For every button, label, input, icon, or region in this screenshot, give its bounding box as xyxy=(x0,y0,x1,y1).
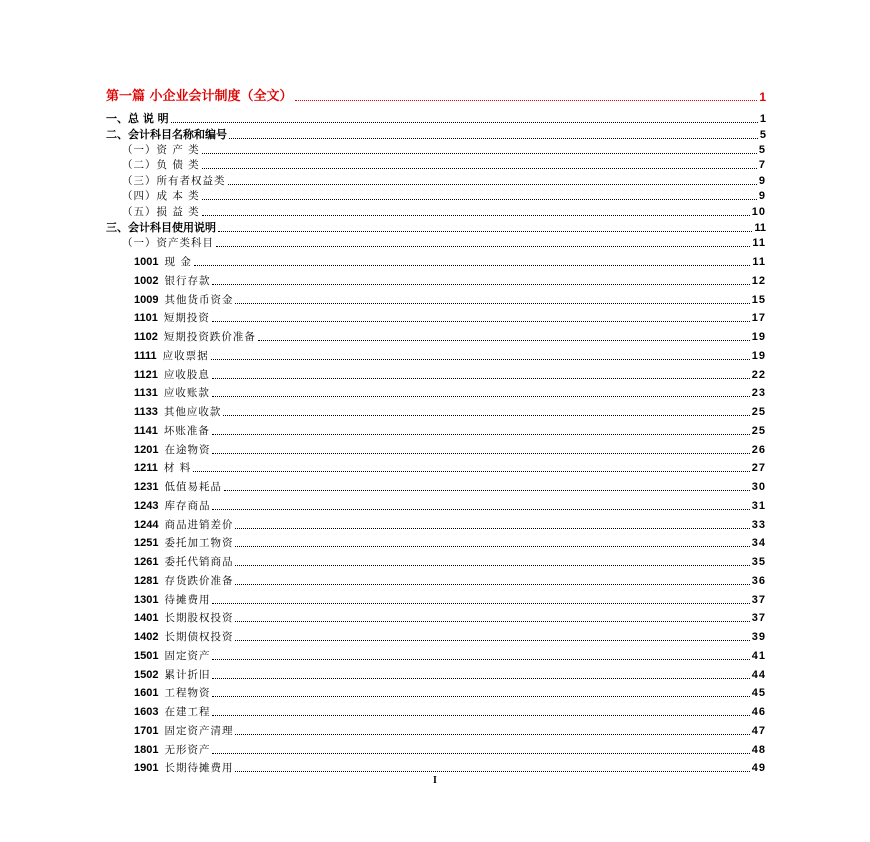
dot-leader xyxy=(212,715,749,716)
page-number: I xyxy=(433,775,437,786)
dot-leader xyxy=(211,359,750,360)
toc-account-row[interactable] xyxy=(0,572,870,588)
account-page: 23 xyxy=(751,387,766,400)
account-code: 1401 xyxy=(134,612,159,625)
account-code: 1801 xyxy=(134,743,159,756)
account-page: 22 xyxy=(751,368,766,381)
account-page: 44 xyxy=(751,668,766,681)
toc-account-row[interactable] xyxy=(0,272,870,288)
toc-subsection-page: 5 xyxy=(758,144,766,156)
dot-leader xyxy=(235,621,749,622)
account-page: 46 xyxy=(751,706,766,718)
toc-account-row[interactable] xyxy=(0,384,870,400)
toc-subsection-row[interactable] xyxy=(0,203,870,219)
account-code: 1243 xyxy=(134,499,159,512)
account-name: 累计折旧 xyxy=(164,668,211,681)
toc-account-label xyxy=(134,761,233,775)
toc-account-label xyxy=(134,255,192,269)
toc-account-label xyxy=(134,386,210,400)
dot-leader xyxy=(235,640,749,641)
account-name: 固定资产 xyxy=(164,649,211,662)
toc-subsection-row[interactable] xyxy=(0,187,870,203)
toc-account-label xyxy=(134,630,233,644)
toc-account-label xyxy=(134,499,210,513)
dot-leader xyxy=(228,184,757,185)
toc-account-label xyxy=(134,349,209,363)
dot-leader xyxy=(235,734,749,735)
account-name: 其他应收款 xyxy=(163,406,222,418)
account-name: 坏账准备 xyxy=(163,424,210,437)
account-code: 1603 xyxy=(134,706,159,718)
account-page: 34 xyxy=(751,537,766,550)
toc-account-row[interactable] xyxy=(0,759,870,775)
toc-account-row[interactable] xyxy=(0,441,870,457)
toc-account-row[interactable] xyxy=(0,609,870,625)
toc-account-label xyxy=(134,649,210,663)
toc-account-row[interactable] xyxy=(0,741,870,757)
account-code: 1281 xyxy=(134,574,159,587)
toc-account-label xyxy=(134,443,210,457)
toc-account-row[interactable] xyxy=(0,703,870,719)
account-page: 30 xyxy=(751,481,766,493)
dot-leader xyxy=(235,546,749,547)
account-page: 19 xyxy=(751,349,766,362)
toc-section-label: 一、总 说 明 xyxy=(106,112,169,125)
account-name: 应收股息 xyxy=(163,368,210,381)
account-name: 无形资产 xyxy=(164,743,211,756)
toc-account-label xyxy=(134,368,210,382)
account-name: 委托代销商品 xyxy=(164,556,234,568)
account-name: 现 金 xyxy=(164,256,192,268)
account-code: 1701 xyxy=(134,724,159,737)
toc-account-label xyxy=(134,668,210,682)
toc-subsection-row[interactable] xyxy=(0,172,870,188)
dot-leader xyxy=(212,678,749,679)
account-page: 15 xyxy=(751,293,766,306)
toc-subsection-label: （四）成 本 类 xyxy=(122,190,200,202)
account-page: 12 xyxy=(751,274,766,287)
toc-section-row[interactable] xyxy=(0,219,870,235)
dot-leader xyxy=(212,321,750,322)
account-code: 1101 xyxy=(134,312,158,325)
toc-account-label xyxy=(134,574,233,588)
toc-account-row[interactable] xyxy=(0,347,870,363)
toc-account-row[interactable] xyxy=(0,647,870,663)
dot-leader xyxy=(218,231,752,232)
dot-leader xyxy=(202,199,757,200)
toc-section-page: 5 xyxy=(759,129,766,141)
toc-subsection-label: （三）所有者权益类 xyxy=(122,175,226,187)
toc-subsection-page: 7 xyxy=(758,159,766,171)
dot-leader xyxy=(235,584,749,585)
toc-account-label xyxy=(134,480,222,494)
account-name: 存货跌价准备 xyxy=(164,574,234,587)
toc-section-row[interactable] xyxy=(0,110,870,126)
toc-section-label: 三、会计科目使用说明 xyxy=(106,221,216,234)
toc-account-label xyxy=(134,405,221,419)
toc-account-label xyxy=(134,536,233,550)
toc-account-row[interactable] xyxy=(0,422,870,438)
toc-section-page: 11 xyxy=(754,222,766,234)
toc-title-label: 第一篇 小企业会计制度（全文） xyxy=(106,89,293,104)
toc-account-row[interactable] xyxy=(0,534,870,550)
account-code: 1261 xyxy=(134,556,159,568)
account-name: 长期待摊费用 xyxy=(164,762,234,775)
dot-leader xyxy=(212,659,749,660)
account-name: 工程物资 xyxy=(164,687,211,700)
account-code: 1501 xyxy=(134,649,159,662)
dot-leader xyxy=(229,138,758,139)
toc-subsection-row[interactable] xyxy=(0,141,870,157)
account-code: 1301 xyxy=(134,593,159,606)
toc-account-row[interactable] xyxy=(0,459,870,475)
toc-account-label xyxy=(134,593,210,607)
dot-leader xyxy=(212,378,750,379)
account-code: 1001 xyxy=(134,256,159,268)
account-code: 1131 xyxy=(134,387,158,400)
dot-leader xyxy=(202,168,757,169)
toc-account-row[interactable] xyxy=(0,366,870,382)
dot-leader xyxy=(212,509,749,510)
dot-leader xyxy=(235,771,749,772)
account-code: 1201 xyxy=(134,443,159,456)
account-name: 在途物资 xyxy=(164,443,211,456)
account-code: 1111 xyxy=(134,349,157,362)
toc-account-label xyxy=(134,461,191,475)
account-page: 47 xyxy=(751,724,766,737)
toc-subsection-row[interactable] xyxy=(0,234,870,250)
account-code: 1211 xyxy=(134,462,158,475)
dot-leader xyxy=(194,265,751,266)
account-page: 11 xyxy=(752,256,766,268)
dot-leader xyxy=(235,565,749,566)
account-code: 1141 xyxy=(134,424,158,437)
account-page: 49 xyxy=(751,762,766,775)
account-page: 25 xyxy=(751,406,766,418)
account-name: 应收票据 xyxy=(162,349,209,362)
account-name: 长期股权投资 xyxy=(164,612,234,625)
dot-leader xyxy=(212,396,750,397)
account-name: 短期投资跌价准备 xyxy=(163,331,256,343)
account-page: 37 xyxy=(751,593,766,606)
toc-account-row[interactable] xyxy=(0,478,870,494)
account-code: 1402 xyxy=(134,631,159,643)
dot-leader xyxy=(212,753,749,754)
toc-section-row[interactable] xyxy=(0,126,870,142)
account-page: 17 xyxy=(751,312,766,325)
dot-leader xyxy=(212,453,749,454)
account-page: 31 xyxy=(751,499,766,512)
account-page: 26 xyxy=(751,443,766,456)
account-name: 委托加工物资 xyxy=(164,537,234,550)
toc-account-label xyxy=(134,705,210,719)
dot-leader xyxy=(224,490,750,491)
account-name: 其他货币资金 xyxy=(164,293,234,306)
toc-account-row[interactable] xyxy=(0,253,870,269)
account-code: 1251 xyxy=(134,537,159,550)
account-page: 37 xyxy=(751,612,766,625)
toc-account-label xyxy=(134,293,233,307)
toc-account-row[interactable] xyxy=(0,591,870,607)
dot-leader xyxy=(212,434,750,435)
account-code: 1901 xyxy=(134,762,159,775)
dot-leader xyxy=(193,471,750,472)
account-page: 27 xyxy=(751,462,766,475)
dot-leader xyxy=(212,696,749,697)
toc-account-row[interactable] xyxy=(0,291,870,307)
account-name: 待摊费用 xyxy=(164,593,211,606)
toc-account-row[interactable] xyxy=(0,497,870,513)
account-name: 应收账款 xyxy=(163,387,210,400)
toc-title-page: 1 xyxy=(759,90,766,104)
account-name: 短期投资 xyxy=(163,312,210,325)
toc-account-label xyxy=(134,274,210,288)
toc-account-label xyxy=(134,611,233,625)
account-name: 固定资产清理 xyxy=(164,724,234,737)
dot-leader xyxy=(258,340,750,341)
toc-account-label xyxy=(134,555,233,569)
toc-account-row[interactable] xyxy=(0,309,870,325)
toc-subsection-page: 9 xyxy=(758,175,766,187)
toc-subsection-label: （一）资 产 类 xyxy=(122,144,200,156)
toc-account-row[interactable] xyxy=(0,666,870,682)
toc-subsection-label: （二）负 债 类 xyxy=(122,159,200,171)
dot-leader xyxy=(202,153,757,154)
toc-account-row[interactable] xyxy=(0,722,870,738)
toc-subsection-page: 10 xyxy=(751,206,766,218)
dot-leader xyxy=(171,122,758,123)
toc-account-label xyxy=(134,724,233,738)
account-code: 1002 xyxy=(134,274,159,287)
account-code: 1502 xyxy=(134,668,159,681)
account-page: 41 xyxy=(751,649,766,662)
account-page: 33 xyxy=(751,518,766,531)
toc-account-row[interactable] xyxy=(0,684,870,700)
account-code: 1244 xyxy=(134,518,159,531)
toc-account-label xyxy=(134,311,210,325)
account-page: 39 xyxy=(751,631,766,643)
toc-subsection-page: 11 xyxy=(752,237,766,249)
toc-account-row[interactable] xyxy=(0,403,870,419)
account-name: 银行存款 xyxy=(164,274,211,287)
account-page: 19 xyxy=(751,331,766,343)
toc-account-row[interactable] xyxy=(0,516,870,532)
account-code: 1133 xyxy=(134,406,158,418)
account-page: 25 xyxy=(751,424,766,437)
toc-subsection-label: （五）损 益 类 xyxy=(122,206,200,218)
account-name: 低值易耗品 xyxy=(164,481,222,493)
account-code: 1231 xyxy=(134,481,159,493)
dot-leader xyxy=(216,246,750,247)
account-name: 材 料 xyxy=(163,462,192,475)
toc-subsection-row[interactable] xyxy=(0,156,870,172)
toc-account-row[interactable] xyxy=(0,553,870,569)
account-code: 1102 xyxy=(134,331,158,343)
toc-account-label xyxy=(134,330,256,344)
account-page: 45 xyxy=(751,687,766,700)
toc-subsection-page: 9 xyxy=(758,190,766,202)
dot-leader xyxy=(235,303,749,304)
dot-leader xyxy=(223,415,749,416)
toc-account-row[interactable] xyxy=(0,628,870,644)
toc-account-label xyxy=(134,686,210,700)
toc-account-label xyxy=(134,743,210,757)
account-page: 36 xyxy=(751,574,766,587)
account-name: 商品进销差价 xyxy=(164,518,234,531)
dot-leader xyxy=(212,284,749,285)
toc-section-label: 二、会计科目名称和编号 xyxy=(106,128,227,141)
dot-leader xyxy=(202,215,750,216)
toc-subsection-label: （一）资产类科目 xyxy=(122,237,214,249)
dot-leader xyxy=(212,603,749,604)
toc-account-label xyxy=(134,424,210,438)
toc-account-label xyxy=(134,518,233,532)
account-code: 1121 xyxy=(134,368,158,381)
account-name: 库存商品 xyxy=(164,499,211,512)
account-code: 1009 xyxy=(134,293,159,306)
account-page: 35 xyxy=(751,556,766,568)
toc-title-row[interactable] xyxy=(0,86,870,104)
account-name: 长期债权投资 xyxy=(164,631,234,643)
toc-account-row[interactable] xyxy=(0,328,870,344)
toc-section-page: 1 xyxy=(759,113,766,125)
account-page: 48 xyxy=(751,743,766,756)
account-code: 1601 xyxy=(134,687,159,700)
dot-leader xyxy=(235,528,749,529)
account-name: 在建工程 xyxy=(164,706,211,718)
dot-leader xyxy=(295,100,758,101)
